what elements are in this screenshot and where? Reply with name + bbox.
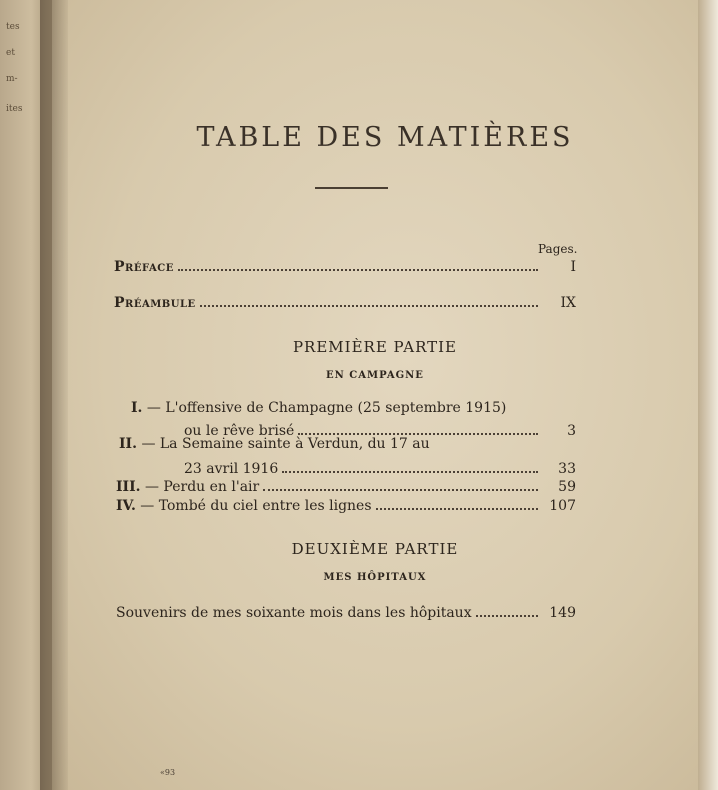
part-one-title: PREMIÈRE PARTIE: [292, 338, 458, 356]
toc-entry-souvenirs: [116, 604, 576, 621]
entry-page: 107: [549, 498, 576, 515]
chapter-title: — L'offensive de Champagne (25 septembre 1915): [146, 400, 507, 416]
chapter-title: — Perdu en l'air: [144, 479, 260, 496]
chapter-2-line1: [119, 436, 430, 452]
chapter-4: [116, 497, 576, 514]
dot-leader: [376, 497, 538, 510]
dot-leader: [178, 258, 538, 271]
dot-leader: [298, 422, 538, 435]
chapter-title-cont: ou le rêve brisé: [184, 423, 295, 440]
entry-page: 3: [567, 423, 576, 440]
left-page-edge: tes et m- ites: [0, 0, 52, 790]
entry-label: Souvenirs de mes soixante mois dans les hôpitaux: [116, 605, 472, 622]
dot-leader: [263, 478, 538, 491]
chapter-number: IV.: [116, 498, 136, 515]
entry-page: IX: [560, 295, 576, 312]
chapter-title-cont: 23 avril 1916: [184, 461, 279, 478]
entry-label: Préface: [114, 259, 174, 276]
dot-leader: [282, 460, 538, 473]
page-title: TABLE DES MATIÈRES: [196, 122, 574, 153]
chapter-1-line1: [131, 400, 506, 416]
part-one-subtitle: EN CAMPAGNE: [326, 370, 424, 381]
entry-label: Préambule: [114, 295, 196, 312]
entry-page: I: [570, 259, 576, 276]
title-rule: [315, 187, 388, 189]
entry-page: 33: [558, 461, 576, 478]
chapter-3: [116, 478, 576, 495]
part-two-title: DEUXIÈME PARTIE: [291, 540, 459, 558]
chapter-title: — La Semaine sainte à Verdun, du 17 au: [141, 436, 430, 452]
chapter-title: — Tombé du ciel entre les lignes: [140, 498, 372, 515]
chapter-2-line2: [184, 460, 576, 477]
toc-entry-preface: [114, 258, 576, 275]
chapter-number: II.: [119, 436, 137, 452]
chapter-number: I.: [131, 400, 143, 416]
entry-page: 59: [558, 479, 576, 496]
dot-leader: [200, 294, 538, 307]
dot-leader: [476, 604, 538, 617]
toc-entry-preambule: [114, 294, 576, 311]
part-two-subtitle: MES HÔPITAUX: [323, 572, 427, 583]
pages-column-label: Pages.: [538, 242, 578, 256]
printer-signature-mark: «93: [160, 768, 176, 777]
entry-page: 149: [549, 605, 576, 622]
chapter-number: III.: [116, 479, 141, 496]
